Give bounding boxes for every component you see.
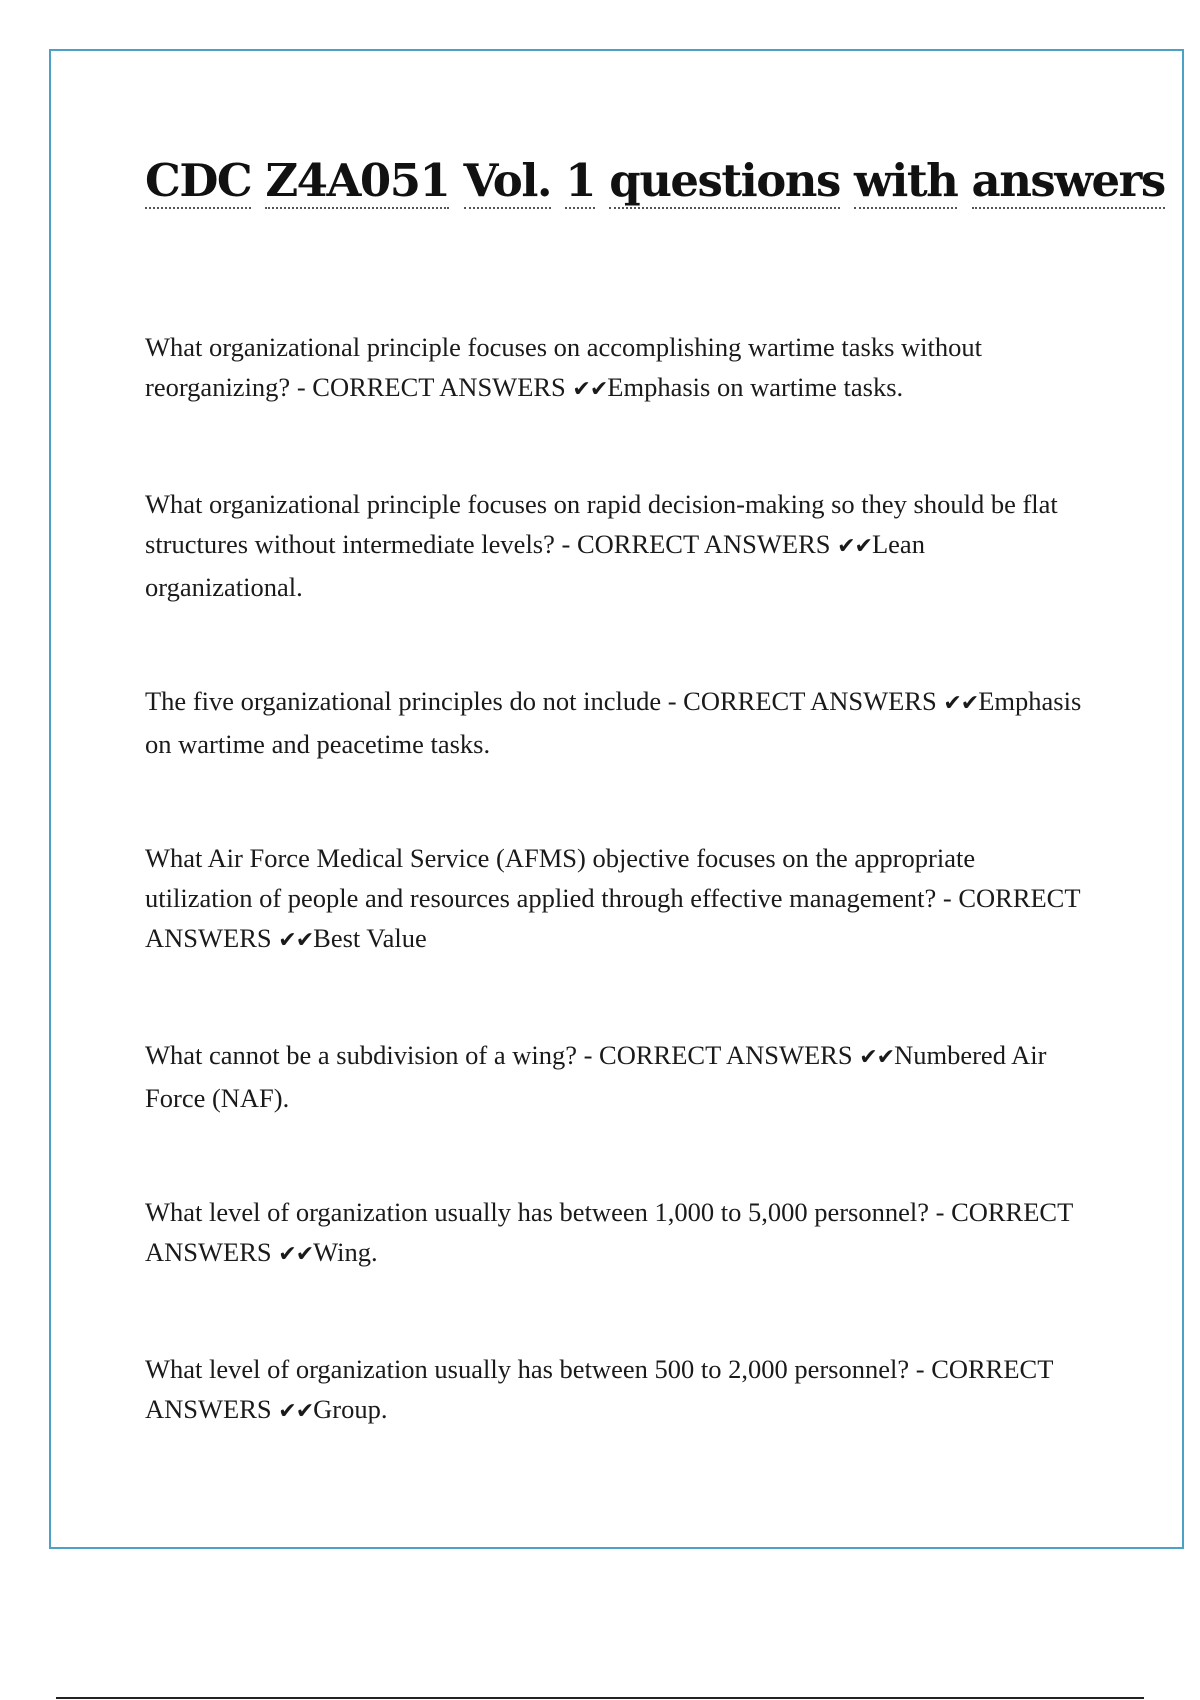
answer-text: Emphasis on wartime and peacetime tasks.: [145, 686, 1082, 759]
question-text: What cannot be a subdivision of a wing? - CORRECT ANSWERS: [145, 1040, 860, 1070]
check-icon: ✔✔: [278, 928, 314, 953]
qa-item: [145, 1349, 1085, 1432]
title-word: answers: [971, 154, 1165, 207]
question-text: What level of organization usually has between 500 to 2,000 personnel? - CORRECT ANSWERS: [145, 1354, 1053, 1424]
title-word: 1: [565, 154, 596, 207]
qa-item: [145, 681, 1085, 764]
question-text: What organizational principle focuses on rapid decision-making so they should be flat structures without intermediate levels? - CORRECT ANSWERS: [145, 489, 1058, 559]
question-text: The five organizational principles do not include - CORRECT ANSWERS: [145, 686, 944, 716]
title-word: Z4A051: [265, 154, 450, 207]
check-icon: ✔✔: [837, 534, 872, 559]
check-icon: ✔✔: [278, 1399, 314, 1424]
answer-text: Group.: [313, 1394, 388, 1424]
bottom-rule: [56, 1697, 1144, 1699]
qa-item: [145, 1035, 1085, 1118]
answer-text: Emphasis on wartime tasks.: [607, 372, 904, 402]
answer-text: Numbered Air Force (NAF).: [145, 1040, 1047, 1113]
answer-text: Wing.: [313, 1237, 378, 1267]
check-icon: ✔✔: [572, 377, 608, 402]
qa-item: [145, 838, 1085, 961]
question-text: What Air Force Medical Service (AFMS) objective focuses on the appropriate utilization of people and resources applied through effective management? - CORRECT ANSWERS: [145, 843, 1081, 953]
check-icon: ✔✔: [943, 691, 979, 716]
qa-list: [145, 327, 1085, 1432]
check-icon: ✔✔: [859, 1045, 895, 1070]
qa-item: [145, 1192, 1085, 1275]
title-word: Vol.: [463, 154, 552, 207]
document-title: [145, 150, 1165, 212]
answer-text: Best Value: [313, 923, 427, 953]
title-word: with: [854, 154, 958, 207]
question-text: What level of organization usually has between 1,000 to 5,000 personnel? - CORRECT ANSWERS: [145, 1197, 1073, 1267]
qa-item: [145, 484, 1085, 607]
qa-item: [145, 327, 1085, 410]
question-text: What organizational principle focuses on accomplishing wartime tasks without reorganizing? - CORRECT ANSWERS: [145, 332, 982, 402]
answer-text: Lean organizational.: [145, 529, 925, 602]
title-word: questions: [609, 154, 840, 207]
check-icon: ✔✔: [278, 1242, 314, 1267]
title-word: CDC: [145, 154, 252, 207]
